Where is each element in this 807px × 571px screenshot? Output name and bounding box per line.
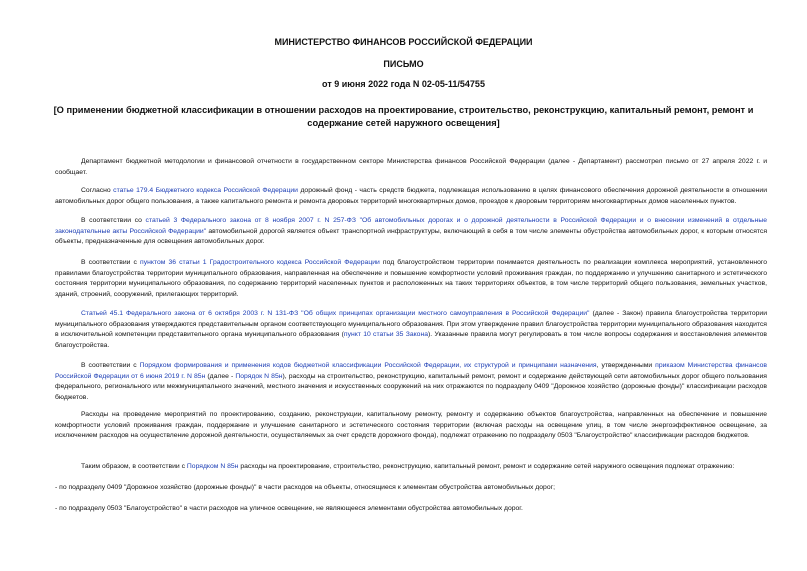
paragraph-text: ). Указанные правила могут регулировать в том числе вопросы содержания и восстановления элементов благоустройства. [55,331,767,349]
document-link[interactable]: статьей 3 Федерального закона от 8 ноября 2007 г. N 257-ФЗ "Об автомобильных дорогах и о дорожной деятельности в Российской Федерации и о внесении изменений в отдельные законодательные акты Российской Федерации" [55,217,768,235]
document-link[interactable]: Порядком N 85н [186,463,239,470]
paragraph-7 [55,410,767,442]
paragraph-text: Таким образом, в соответствии с [81,463,187,470]
document-link[interactable]: Статьей 45.1 Федерального закона от 6 октября 2003 г. N 131-ФЗ "Об общих принципах организации местного самоуправления в Российской Федерации" [81,310,590,317]
paragraph-text: расходы на проектирование, строительство, реконструкцию, капитальный ремонт, ремонт и содержание сетей наружного освещения подлежат отражению: [238,463,735,470]
paragraph-text: Согласно [81,187,114,194]
document-title: [О применении бюджетной классификации в отношении расходов на проектирование, строительство, реконструкцию, капитальный ремонт, ремонт и содержание сетей наружного освещения] [53,105,754,128]
paragraph-text: (далее - [205,372,236,380]
paragraph-5 [55,309,767,351]
document-link[interactable]: приказом Министерства финансов Российской Федерации от 6 июня 2019 г. N 85н [55,362,768,380]
document-date-number: от 9 июня 2022 года N 02-05-11/54755 [322,79,485,89]
document-link[interactable]: Порядком формирования и применения кодов бюджетной классификации Российской Федерации, их структурой и принципами назначения [139,362,597,369]
paragraph-text: В соответствии с [81,362,140,369]
document-link[interactable]: статье 179.4 Бюджетного кодекса Российской Федерации [113,187,298,194]
paragraph-3 [55,216,767,248]
paragraph-text: Департамент бюджетной методологии и финансовой отчетности в государственном секторе Министерства финансов Российской Федерации (далее - Департамент) рассмотрел письмо от 27 апреля 2022 г. и сообщает. [55,158,767,176]
paragraph-text: В соответствии с [81,259,141,266]
document-type: ПИСЬМО [383,59,424,69]
paragraph-1 [55,157,767,178]
paragraph-text: - по подразделу 0503 "Благоустройство" в части расходов на уличное освещение, не являющееся элементами обустройства автомобильных дорог. [55,505,523,512]
paragraph-10 [55,504,767,515]
paragraph-2 [55,186,767,207]
paragraph-text: автомобильной дорогой является объект транспортной инфраструктуры, включающий в себя в том числе элементы обустройства автомобильных дорог, к которым относятся объекты, предназначенные для освещения автомобильных дорог. [55,227,767,246]
document-link[interactable]: пунктом 36 статьи 1 Градостроительного кодекса Российской Федерации [140,259,380,266]
paragraph-text: В соответствии со [81,217,146,224]
paragraph-text: Расходы на проведение мероприятий по проектированию, созданию, реконструкции, капитальному ремонту, ремонту и содержанию объектов благоустройства, направленных на обеспечение и повышение комфортности условий проживания граждан, поддержание и улучшение санитарного и эстетического состояния территории (включая расходы на освещение улиц, в том числе энергоэффективное освещение, за исключением расходов на осуществление дорожной деятельности, осуществляемых за счет средств дорожного фонда), подлежат отражению по подразделу 0503 "Благоустройство" классификации расходов бюджетов. [55,411,767,440]
document-link[interactable]: пункт 10 статьи 35 Закона [343,331,428,339]
paragraph-8 [55,462,767,473]
paragraph-text: ), расходы на строительство, реконструкцию, капитальный ремонт, ремонт и содержание действующей сети автомобильных дорог общего пользования федерального, регионального или межмуниципального значений, местного значения и искусственных сооружений на них отражаются по подразделу 0409 "Дорожное хозяйство (дорожные фонды)" классификации расходов бюджетов. [55,372,767,401]
paragraph-6 [55,361,767,403]
paragraph-4 [55,258,767,300]
paragraph-text: дорожный фонд - часть средств бюджета, подлежащая использованию в целях финансового обеспечения дорожной деятельности в отношении автомобильных дорог общего пользования, а также капитального ремонта и ремонта дворовых территорий многоквартирных домов, проездов к дворовым территориям многоквартирных домов населенных пунктов. [55,187,767,205]
paragraph-text: , утвержденными [596,362,656,369]
ministry-name: МИНИСТЕРСТВО ФИНАНСОВ РОССИЙСКОЙ ФЕДЕРАЦИИ [274,37,533,47]
document-link[interactable]: Порядок N 85н [235,372,283,380]
paragraph-9 [55,483,767,494]
paragraph-text: - по подразделу 0409 "Дорожное хозяйство (дорожные фонды)" в части расходов на объекты, относящиеся к элементам обустройства автомобильных дорог; [55,484,555,491]
paragraph-text: под благоустройством территории понимается деятельность по реализации комплекса мероприятий, установленного правилами благоустройства территории муниципального образования, направленная на обеспечение и повышение комфортности условий проживания граждан, по поддержанию и улучшению санитарного и эстетического состояния территории муниципального образования, по содержанию территорий населенных пунктов и расположенных на таких территориях объектов, в том числе территорий общего пользования, земельных участков, зданий, строений, сооружений, прилегающих территорий. [55,259,767,298]
paragraph-text: (далее - Закон) правила благоустройства территории муниципального образования утверждаются представительным органом соответствующего муниципального образования. При этом утверждение правил благоустройства территории муниципального образования находится в исключительной компетенции представительного органа муниципального образования ( [55,310,767,339]
